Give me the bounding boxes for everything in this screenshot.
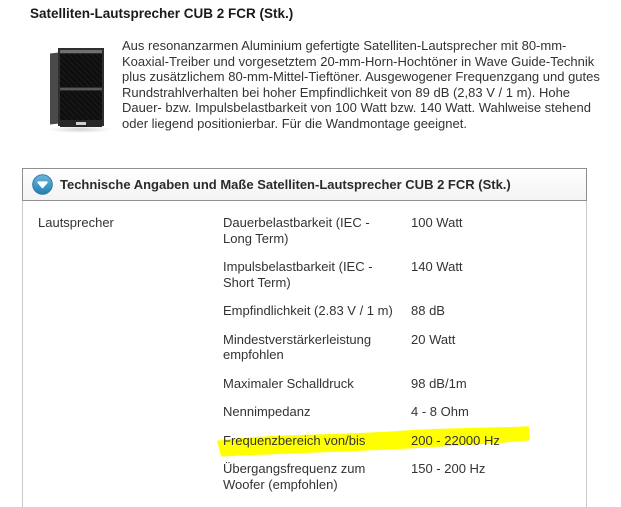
collapse-button[interactable] <box>32 174 53 195</box>
product-intro <box>30 38 609 131</box>
category-cell <box>38 259 223 290</box>
property-cell: Maximaler Schalldruck <box>223 375 354 391</box>
product-description: Aus resonanzarmen Aluminium gefertigte Satelliten-Lautsprecher mit 80-mm-Koaxial-Treiber und vorgesetztem 20-mm-Horn-Hochtöner in Wave Guide-Technik plus zusätzlichem 80-mm-Mittel-Tieftöner. Ausgewogener Frequenzgang und gutes Rundstrahlverhalten bei hoher Empfindlichkeit von 89 dB (2,83 V / 1 m). Hohe Dauer- bzw. Impulsbelastbarkeit von 100 Watt bzw. 140 Watt. Wahlweise stehend oder liegend positionierbar. Für die Wandmontage geeignet. <box>122 38 600 131</box>
value-cell: 4 - 8 Ohm <box>411 404 469 419</box>
property-cell: Nennimpedanz <box>223 404 311 419</box>
table-row-highlighted <box>23 433 586 449</box>
speaker-grille-upper <box>60 54 102 87</box>
table-row <box>23 215 586 246</box>
table-row <box>23 332 586 363</box>
table-row <box>23 303 586 319</box>
property-cell: Mindestverstärkerleistung empfohlen <box>223 331 372 362</box>
value-cell: 140 Watt <box>411 259 463 274</box>
speaker-shadow <box>48 126 112 133</box>
chevron-down-icon <box>32 174 53 195</box>
property-cell: Frequenzbereich von/bis <box>223 432 366 448</box>
property-cell: Dauerbelastbarkeit (IEC - Long Term) <box>223 215 370 246</box>
category-cell <box>38 404 223 420</box>
category-cell <box>38 433 223 449</box>
category-cell <box>38 332 223 363</box>
product-image <box>30 38 122 131</box>
table-row <box>23 259 586 290</box>
value-cell: 150 - 200 Hz <box>411 461 486 476</box>
table-row <box>23 404 586 420</box>
value-cell: 98 dB/1m <box>411 375 467 391</box>
value-cell: 88 dB <box>411 303 445 318</box>
value-cell: 20 Watt <box>411 331 456 347</box>
property-cell: Empfindlichkeit (2.83 V / 1 m) <box>223 303 393 318</box>
speaker-top-edge <box>60 50 102 53</box>
speaker-divider <box>60 88 102 90</box>
speaker-logo <box>76 122 86 125</box>
property-cell: Übergangsfrequenz zum Woofer (empfohlen) <box>223 461 366 492</box>
table-row <box>23 461 586 492</box>
table-row <box>23 376 586 392</box>
speaker-graphic <box>50 48 110 128</box>
category-cell <box>38 303 223 319</box>
speaker-foot <box>60 120 102 127</box>
spec-header-title: Technische Angaben und Maße Satelliten-Lautsprecher CUB 2 FCR (Stk.) <box>60 177 511 192</box>
category-cell: Lautsprecher <box>38 215 114 230</box>
speaker-front-panel <box>58 48 104 126</box>
page-title: Satelliten-Lautsprecher CUB 2 FCR (Stk.) <box>30 6 294 21</box>
property-cell: Impulsbelastbarkeit (IEC - Short Term) <box>223 259 373 290</box>
spec-panel <box>22 168 587 507</box>
value-cell: 100 Watt <box>411 215 463 230</box>
value-cell: 200 - 22000 Hz <box>411 432 500 448</box>
category-cell <box>38 376 223 392</box>
spec-accordion-header[interactable] <box>22 168 587 201</box>
category-cell <box>38 461 223 492</box>
spec-table <box>22 201 587 507</box>
speaker-grille-lower <box>60 91 102 120</box>
